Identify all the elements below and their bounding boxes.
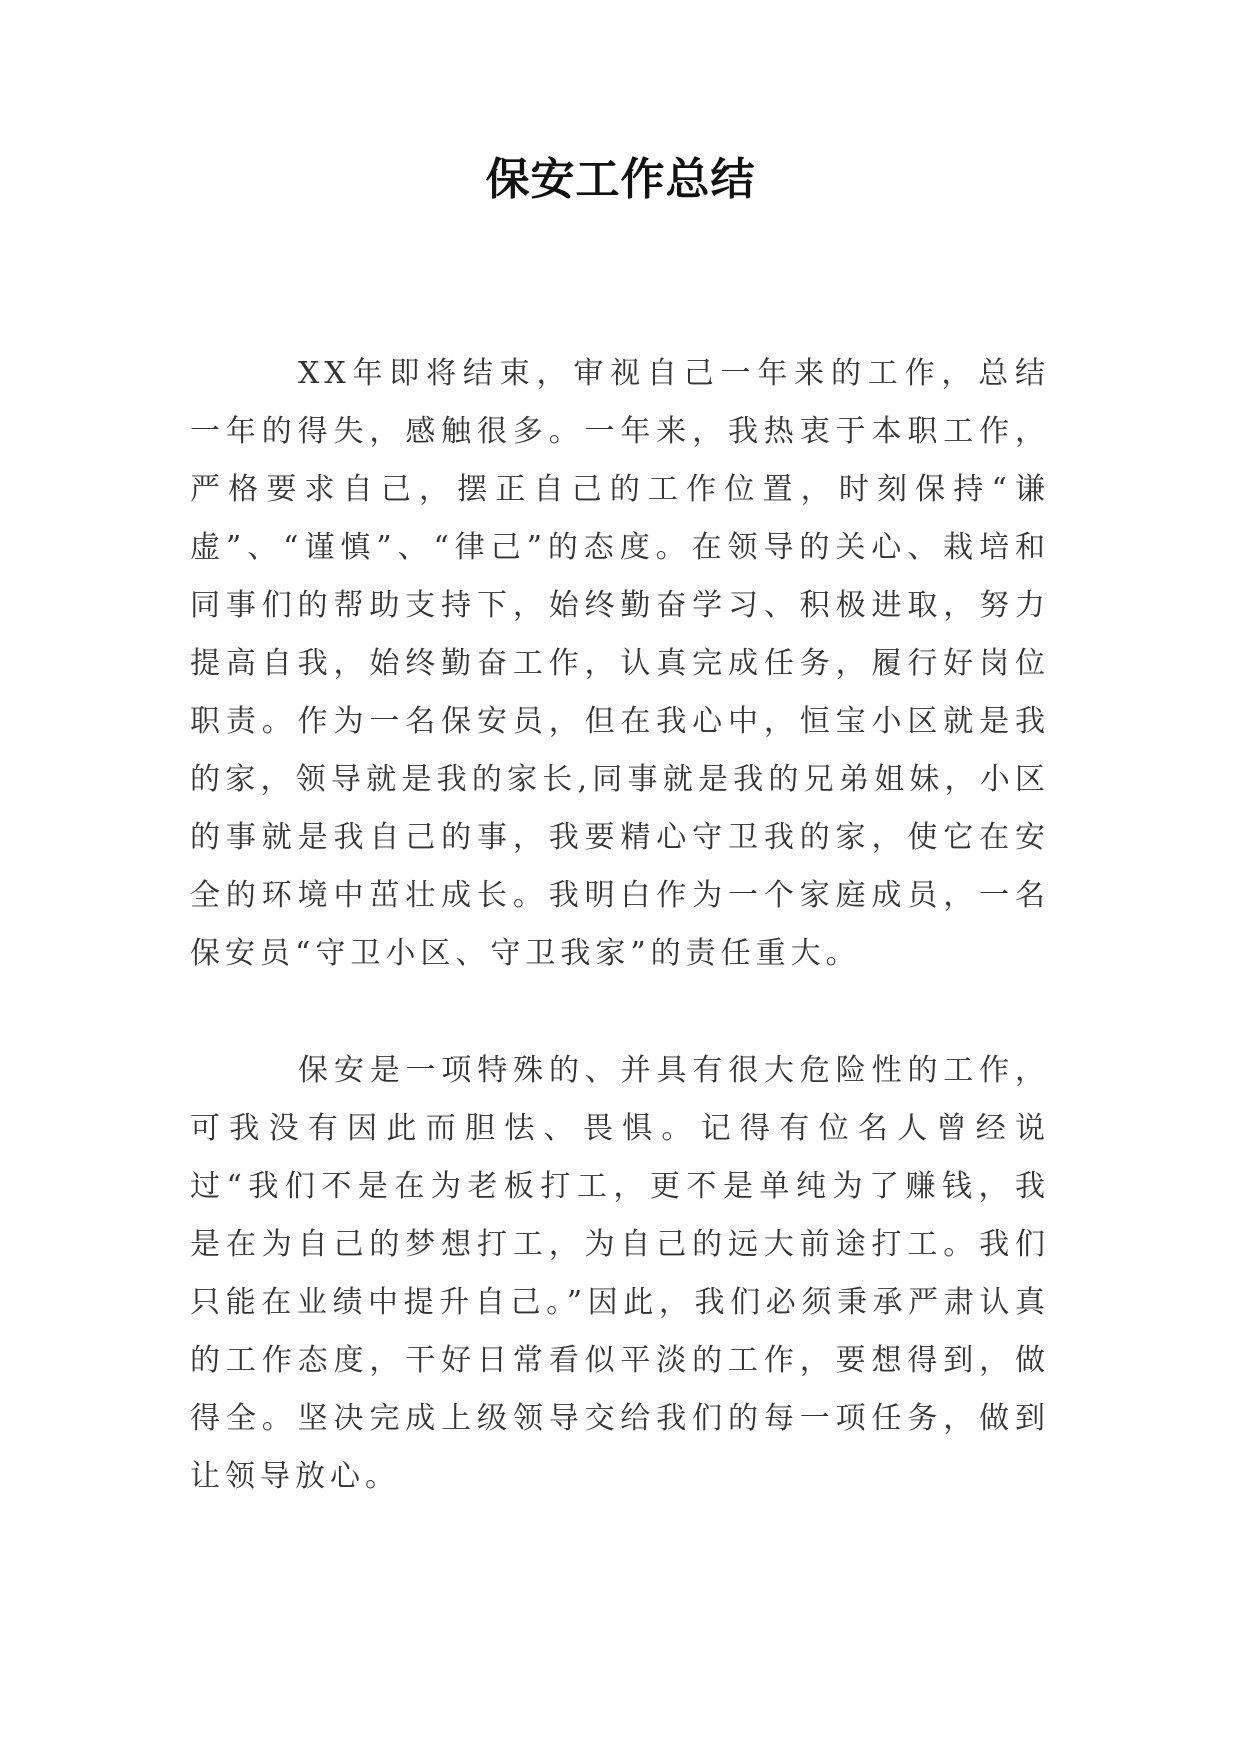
body-paragraph-1: XX年即将结束，审视自己一年来的工作，总结一年的得失，感触很多。一年来，我热衷于本职工作，严格要求自己，摆正自己的工作位置，时刻保持“谦虚”、“谨慎”、“律己”的态度。在领导的关心、栽培和同事们的帮助支持下，始终勤奋学习、积极进取，努力提高自我，始终勤奋工作，认真完成任务，履行好岗位职责。作为一名保安员，但在我心中，恒宝小区就是我的家，领导就是我的家长,同事就是我的兄弟姐妹，小区的事就是我自己的事，我要精心守卫我的家，使它在安全的环境中茁壮成长。我明白作为一个家庭成员，一名保安员“守卫小区、守卫我家”的责任重大。 <box>190 356 1050 971</box>
document-title: 保安工作总结 <box>485 154 756 205</box>
body-paragraph-2: 保安是一项特殊的、并具有很大危险性的工作，可我没有因此而胆怯、畏惧。记得有位名人曾经说过“我们不是在为老板打工，更不是单纯为了赚钱，我是在为自己的梦想打工，为自己的远大前途打工。我们只能在业绩中提升自己。”因此，我们必须秉承严肃认真的工作态度，干好日常看似平淡的工作，要想得到，做得全。坚决完成上级领导交给我们的每一项任务，做到让领导放心。 <box>190 1053 1050 1494</box>
